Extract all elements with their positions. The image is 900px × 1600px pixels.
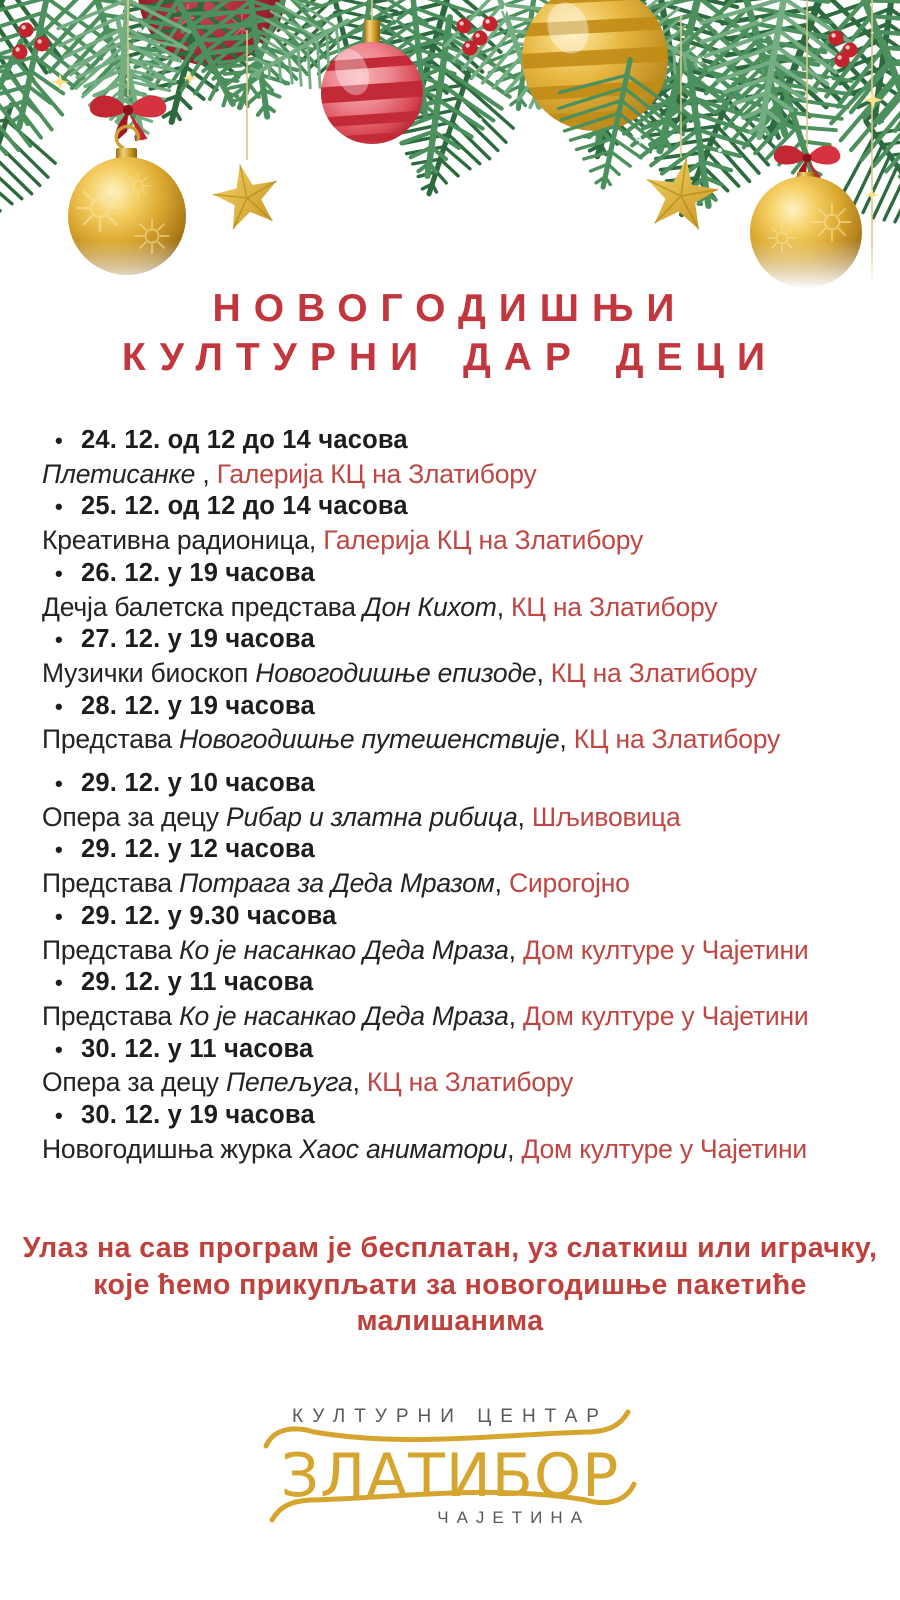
event-item bbox=[42, 900, 858, 966]
event-description: Опера за децу Рибар и златна рибица, Шљивовица bbox=[42, 801, 681, 832]
bullet-marker: • bbox=[55, 627, 63, 653]
event-datetime: • 30. 12. у 11 часова bbox=[42, 1033, 858, 1067]
event-title: Ко је насанкао Деда Мраза bbox=[179, 1000, 509, 1031]
event-location: Дом културе у Чајетини bbox=[522, 934, 809, 965]
event-datetime: • 25. 12. од 12 до 14 часова bbox=[42, 490, 858, 524]
event-item bbox=[42, 833, 858, 899]
events-list bbox=[42, 424, 858, 1165]
event-datetime: • 24. 12. од 12 до 14 часова bbox=[42, 424, 858, 458]
event-location: КЦ на Златибору bbox=[511, 591, 718, 622]
bullet-marker: • bbox=[55, 1103, 63, 1129]
logo-cultural-center-text: КУЛТУРНИ ЦЕНТАР bbox=[292, 1406, 608, 1427]
event-title: Рибар и златна рибица bbox=[225, 801, 518, 832]
event-item bbox=[42, 966, 858, 1032]
event-datetime: • 29. 12. у 9.30 часова bbox=[42, 900, 858, 934]
event-location: Шљивовица bbox=[531, 801, 681, 832]
event-datetime: • 29. 12. у 11 часова bbox=[42, 966, 858, 1000]
free-entry-note bbox=[0, 1230, 900, 1340]
event-title: Потрага за Деда Мразом bbox=[179, 868, 495, 899]
event-item bbox=[42, 690, 858, 756]
event-description: Плетисанке , Галерија КЦ на Златибору bbox=[42, 458, 537, 489]
event-location: КЦ на Златибору bbox=[550, 657, 758, 688]
event-location: Сирогојно bbox=[508, 868, 630, 899]
event-description: Креативна радионица, Галерија КЦ на Златибору bbox=[42, 525, 644, 556]
event-location: Дом културе у Чајетини bbox=[522, 1000, 809, 1031]
event-datetime: • 30. 12. у 19 часова bbox=[42, 1099, 858, 1133]
event-location: КЦ на Златибору bbox=[366, 1067, 574, 1098]
bullet-marker: • bbox=[55, 560, 63, 586]
event-item bbox=[42, 557, 858, 623]
event-item bbox=[42, 767, 858, 833]
event-description: Представа Потрага за Деда Мразом, Сирогојно bbox=[42, 868, 630, 899]
event-datetime: • 28. 12. у 19 часова bbox=[42, 690, 858, 724]
gold-star-icon bbox=[208, 158, 284, 232]
bullet-marker: • bbox=[55, 970, 63, 996]
event-description: Представа Ко је насанкао Деда Мраза, Дом културе у Чајетини bbox=[42, 934, 809, 965]
event-description: Опера за децу Пепељуга, КЦ на Златибору bbox=[42, 1067, 574, 1098]
poster-title-line1: НОВОГОДИШЊИ bbox=[212, 287, 688, 330]
event-description: Музички биоскоп Новогодишње епизоде, КЦ на Златибору bbox=[42, 657, 758, 688]
bullet-marker: • bbox=[55, 771, 63, 797]
event-item bbox=[42, 424, 858, 490]
logo-zlatibor-text: ЗЛАТИБОР bbox=[280, 1441, 620, 1511]
event-description: Представа Ко је насанкао Деда Мраза, Дом културе у Чајетини bbox=[42, 1000, 809, 1031]
event-item bbox=[42, 490, 858, 556]
event-title: Новогодишње епизоде bbox=[255, 657, 537, 688]
poster-title-line2: КУЛТУРНИ ДАР ДЕЦИ bbox=[121, 336, 779, 379]
event-title: Дон Кихот bbox=[363, 591, 497, 622]
event-item bbox=[42, 1099, 858, 1165]
event-location: Галерија КЦ на Златибору bbox=[323, 525, 644, 556]
free-entry-note-line1: Улаз на сав програм је бесплатан, уз слаткиш или играчку, bbox=[22, 1232, 878, 1264]
event-title: Хаос аниматори bbox=[299, 1133, 508, 1164]
poster-title bbox=[0, 284, 900, 382]
event-datetime: • 29. 12. у 12 часова bbox=[42, 833, 858, 867]
event-title: Плетисанке bbox=[42, 458, 196, 489]
event-description: Новогодишња журка Хаос аниматори, Дом културе у Чајетини bbox=[42, 1133, 807, 1164]
event-location: Дом културе у Чајетини bbox=[521, 1133, 807, 1164]
event-description: Представа Новогодишње путешенствије, КЦ на Златибору bbox=[42, 724, 781, 755]
event-title: Ко је насанкао Деда Мраза bbox=[179, 934, 509, 965]
event-location: КЦ на Златибору bbox=[573, 724, 781, 755]
event-item bbox=[42, 1033, 858, 1099]
event-title: Пепељуга bbox=[225, 1067, 353, 1098]
bullet-marker: • bbox=[55, 494, 63, 520]
christmas-garland-decoration bbox=[0, 0, 900, 310]
bullet-marker: • bbox=[55, 903, 63, 929]
event-title: Новогодишње путешенствије bbox=[179, 724, 560, 755]
event-datetime: • 26. 12. у 19 часова bbox=[42, 557, 858, 591]
event-datetime: • 27. 12. у 19 часова bbox=[42, 623, 858, 657]
free-entry-note-line2: које ћемо прикупљати за новогодишње пакетиће малишанима bbox=[93, 1268, 807, 1337]
bullet-marker: • bbox=[55, 837, 63, 863]
event-item bbox=[42, 623, 858, 689]
bullet-marker: • bbox=[55, 428, 63, 453]
bullet-marker: • bbox=[55, 693, 63, 719]
event-location: Галерија КЦ на Златибору bbox=[216, 458, 537, 489]
event-description: Дечја балетска представа Дон Кихот, КЦ на Златибору bbox=[42, 591, 718, 622]
logo-cajetina-text: ЧАЈЕТИНА bbox=[437, 1508, 590, 1527]
event-datetime: • 29. 12. у 10 часова bbox=[42, 767, 858, 801]
bullet-marker: • bbox=[55, 1036, 63, 1062]
